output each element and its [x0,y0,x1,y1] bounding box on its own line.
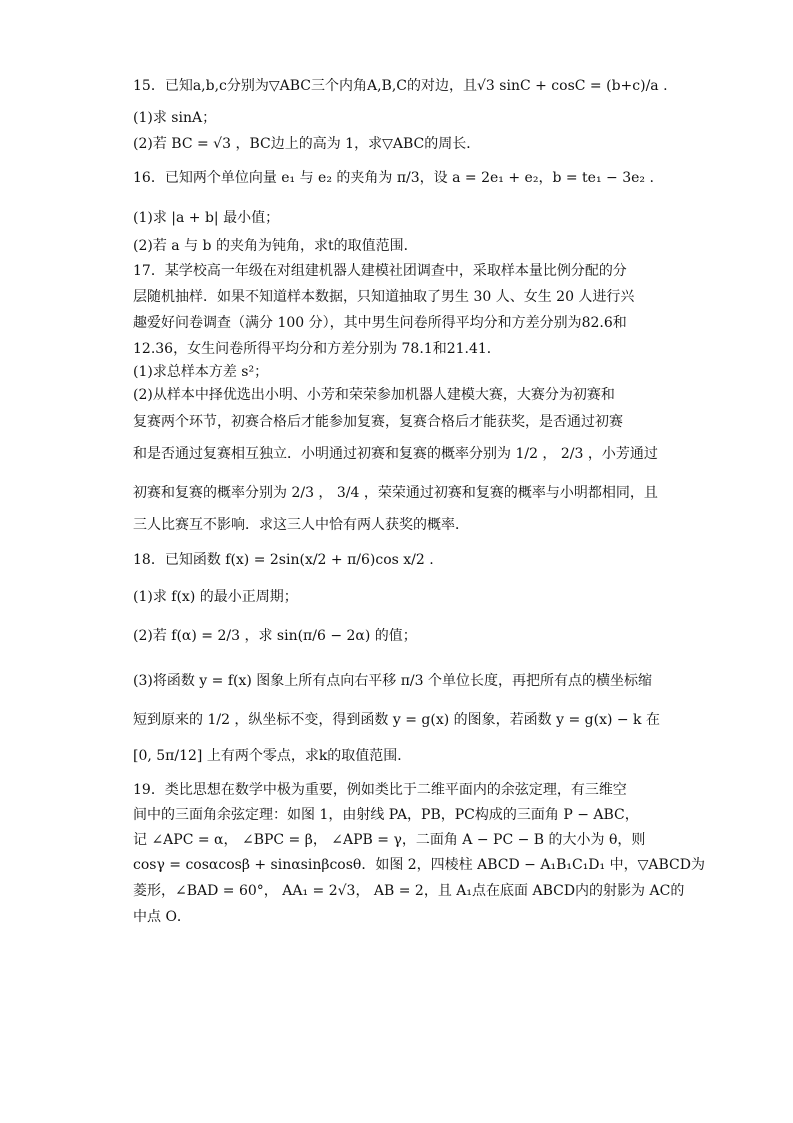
q17-line-4: 12.36，女生问卷所得平均分和方差分别为 78.1和21.41． [133,341,501,357]
q18-line-1: 18．已知函数 f(x) = 2sin(x/2 + π/6)cos x/2 . [133,552,434,568]
q17-part-1: (1)求总样本方差 s²； [133,364,269,380]
q19-line-1: 19．类比思想在数学中极为重要，例如类比于二维平面内的余弦定理，有三维空 [133,782,627,798]
q15-line-1: 15．已知a,b,c分别为▽ABC三个内角A,B,C的对边，且√3 sinC + cosC = (b+c)/a . [133,78,668,94]
q15-part-2: (2)若 BC = √3 ，BC边上的高为 1，求▽ABC的周长． [133,136,481,152]
q18-part-3-line-1: (3)将函数 y = f(x) 图象上所有点向右平移 π/3 个单位长度，再把所有点的横坐标缩 [133,673,652,689]
q18-part-1: (1)求 f(x) 的最小正周期； [133,589,298,605]
q16-line-1: 16．已知两个单位向量 e₁ 与 e₂ 的夹角为 π/3，设 a = 2e₁ + e₂，b = te₁ − 3e₂ . [133,170,654,186]
q19-line-6: 中点 O． [133,909,191,925]
q17-line-3: 趣爱好问卷调查（满分 100 分），其中男生问卷所得平均分和方差分别为82.6和 [133,315,627,331]
q17-part-2-line-4: 初赛和复赛的概率分别为 2/3 ， 3/4 ，荣荣通过初赛和复赛的概率与小明都相同，且 [133,485,658,501]
q19-line-4: cosγ = cosαcosβ + sinαsinβcosθ．如图 2，四棱柱 ABCD − A₁B₁C₁D₁ 中，▽ABCD为 [133,857,705,873]
q18-part-3-line-2: 短到原来的 1/2 ，纵坐标不变，得到函数 y = g(x) 的图象，若函数 y = g(x) − k 在 [133,712,660,728]
q17-part-2-line-5: 三人比赛互不影响．求这三人中恰有两人获奖的概率． [133,517,469,533]
q17-part-2-line-3: 和是否通过复赛相互独立．小明通过初赛和复赛的概率分别为 1/2 ， 2/3 ，小芳通过 [133,446,658,462]
q19-line-2: 间中的三面角余弦定理：如图 1，由射线 PA，PB，PC构成的三面角 P − ABC， [133,807,639,823]
q16-part-2: (2)若 a 与 b 的夹角为钝角，求t的取值范围． [133,238,418,254]
q17-line-2: 层随机抽样．如果不知道样本数据，只知道抽取了男生 30 人、女生 20 人进行兴 [133,289,635,305]
q17-line-1: 17．某学校高一年级在对组建机器人建模社团调查中，采取样本量比例分配的分 [133,263,627,279]
q15-part-1: (1)求 sinA； [133,110,217,126]
q17-part-2-line-2: 复赛两个环节，初赛合格后才能参加复赛，复赛合格后才能获奖，是否通过初赛 [133,414,623,430]
q17-part-2-line-1: (2)从样本中择优选出小明、小芳和荣荣参加机器人建模大赛，大赛分为初赛和 [133,387,615,403]
q18-part-3-line-3: [0, 5π/12] 上有两个零点，求k的取值范围． [133,748,412,764]
q19-line-5: 菱形，∠BAD = 60°， AA₁ = 2√3， AB = 2，且 A₁点在底面 ABCD内的射影为 AC的 [133,883,685,899]
q16-part-1: (1)求 |a + b| 最小值； [133,210,280,226]
q19-line-3: 记 ∠APC = α， ∠BPC = β， ∠APB = γ，二面角 A − PC − B 的大小为 θ，则 [133,832,646,848]
q18-part-2: (2)若 f(α) = 2/3 ，求 sin(π/6 − 2α) 的值； [133,628,417,644]
